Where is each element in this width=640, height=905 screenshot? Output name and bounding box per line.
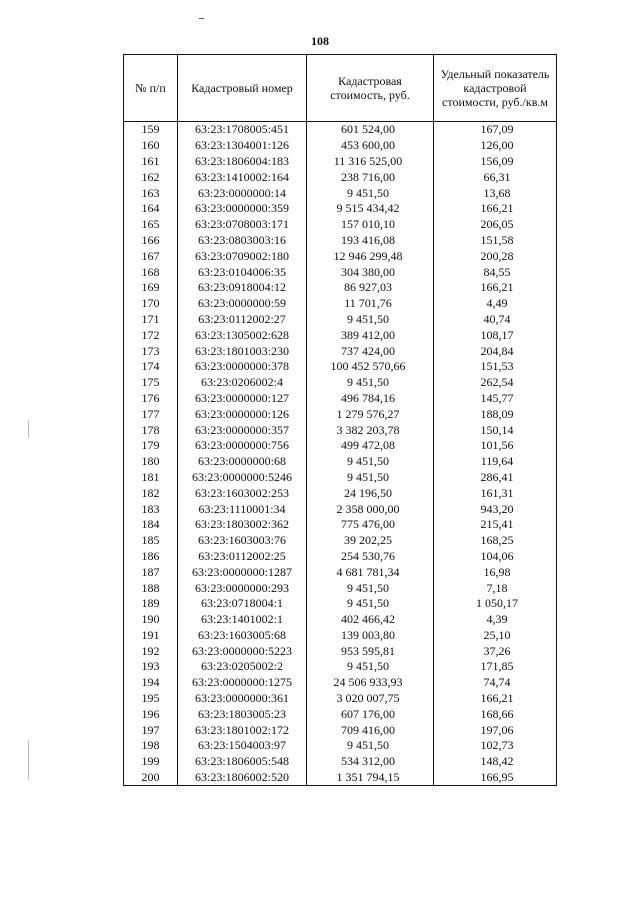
specific-value-cell: 66,31	[434, 169, 557, 185]
table-row	[124, 517, 557, 533]
cadastral-number-cell: 63:23:0206002:4	[178, 375, 307, 391]
cadastral-number-cell: 63:23:0000000:361	[178, 691, 307, 707]
table-row	[124, 675, 557, 691]
specific-value-cell: 4,39	[434, 612, 557, 628]
specific-value-cell: 126,00	[434, 138, 557, 154]
row-number-cell: 162	[124, 169, 178, 185]
specific-value-cell: 206,05	[434, 217, 557, 233]
table-row	[124, 138, 557, 154]
table-row	[124, 169, 557, 185]
table-row	[124, 201, 557, 217]
row-number-cell: 172	[124, 327, 178, 343]
row-number-cell: 177	[124, 406, 178, 422]
table-row	[124, 312, 557, 328]
cadastral-value-cell: 607 176,00	[307, 706, 434, 722]
row-number-cell: 175	[124, 375, 178, 391]
row-number-cell: 164	[124, 201, 178, 217]
row-number-cell: 186	[124, 549, 178, 565]
table-header	[124, 55, 557, 122]
row-number-cell: 194	[124, 675, 178, 691]
row-number-cell: 181	[124, 470, 178, 486]
row-number-cell: 185	[124, 533, 178, 549]
page-number: 108	[311, 34, 329, 48]
cadastral-number-cell: 63:23:0000000:14	[178, 185, 307, 201]
specific-value-cell: 188,09	[434, 406, 557, 422]
cadastral-value-cell: 3 382 203,78	[307, 422, 434, 438]
cadastral-number-cell: 63:23:1708005:451	[178, 122, 307, 138]
specific-value-cell: 166,21	[434, 280, 557, 296]
cadastral-number-cell: 63:23:1305002:628	[178, 327, 307, 343]
row-number-cell: 168	[124, 264, 178, 280]
cadastral-value-cell: 953 595,81	[307, 643, 434, 659]
cadastral-number-cell: 63:23:1801002:172	[178, 722, 307, 738]
row-number-cell: 171	[124, 312, 178, 328]
table-row	[124, 391, 557, 407]
specific-value-cell: 16,98	[434, 564, 557, 580]
cadastral-number-cell: 63:23:1801003:230	[178, 343, 307, 359]
specific-value-cell: 166,21	[434, 691, 557, 707]
specific-value-cell: 37,26	[434, 643, 557, 659]
cadastral-value-cell: 9 451,50	[307, 659, 434, 675]
row-number-cell: 163	[124, 185, 178, 201]
cadastral-value-cell: 709 416,00	[307, 722, 434, 738]
cadastral-number-cell: 63:23:0709002:180	[178, 248, 307, 264]
specific-value-cell: 7,18	[434, 580, 557, 596]
row-number-cell: 191	[124, 628, 178, 644]
cadastral-number-cell: 63:23:0000000:756	[178, 438, 307, 454]
cadastral-number-cell: 63:23:0000000:293	[178, 580, 307, 596]
table-row	[124, 438, 557, 454]
table-row	[124, 454, 557, 470]
row-number-cell: 193	[124, 659, 178, 675]
row-number-cell: 166	[124, 233, 178, 249]
table-row	[124, 422, 557, 438]
specific-value-cell: 13,68	[434, 185, 557, 201]
cadastral-value-cell: 12 946 299,48	[307, 248, 434, 264]
table-row	[124, 643, 557, 659]
cadastral-value-cell: 100 452 570,66	[307, 359, 434, 375]
specific-value-cell: 119,64	[434, 454, 557, 470]
specific-value-cell: 166,21	[434, 201, 557, 217]
row-number-cell: 161	[124, 154, 178, 170]
cadastral-value-cell: 4 681 781,34	[307, 564, 434, 580]
table-row	[124, 154, 557, 170]
table-row	[124, 580, 557, 596]
row-number-cell: 174	[124, 359, 178, 375]
table-row	[124, 264, 557, 280]
specific-value-cell: 101,56	[434, 438, 557, 454]
cadastral-number-cell: 63:23:0000000:68	[178, 454, 307, 470]
cadastral-value-cell: 9 451,50	[307, 185, 434, 201]
specific-value-cell: 102,73	[434, 738, 557, 754]
cadastral-number-cell: 63:23:0000000:59	[178, 296, 307, 312]
cadastral-value-cell: 157 010,10	[307, 217, 434, 233]
specific-value-cell: 1 050,17	[434, 596, 557, 612]
specific-value-cell: 84,55	[434, 264, 557, 280]
specific-value-cell: 156,09	[434, 154, 557, 170]
table-row	[124, 501, 557, 517]
row-number-cell: 187	[124, 564, 178, 580]
table-row	[124, 185, 557, 201]
row-number-cell: 189	[124, 596, 178, 612]
row-number-cell: 196	[124, 706, 178, 722]
specific-value-cell: 145,77	[434, 391, 557, 407]
cadastral-number-cell: 63:23:0000000:1287	[178, 564, 307, 580]
cadastral-value-cell: 775 476,00	[307, 517, 434, 533]
cadastral-value-cell: 9 451,50	[307, 738, 434, 754]
table-row	[124, 233, 557, 249]
cadastral-number-cell: 63:23:0718004:1	[178, 596, 307, 612]
row-number-cell: 173	[124, 343, 178, 359]
row-number-cell: 192	[124, 643, 178, 659]
cadastral-number-cell: 63:23:0112002:25	[178, 549, 307, 565]
cadastral-number-cell: 63:23:1603002:253	[178, 485, 307, 501]
specific-value-cell: 151,53	[434, 359, 557, 375]
cadastral-number-cell: 63:23:0000000:127	[178, 391, 307, 407]
header-row-number: № п/п	[124, 55, 178, 122]
table-row	[124, 343, 557, 359]
specific-value-cell: 168,66	[434, 706, 557, 722]
cadastral-number-cell: 63:23:1401002:1	[178, 612, 307, 628]
specific-value-cell: 262,54	[434, 375, 557, 391]
row-number-cell: 188	[124, 580, 178, 596]
cadastral-number-cell: 63:23:1603003:76	[178, 533, 307, 549]
specific-value-cell: 286,41	[434, 470, 557, 486]
specific-value-cell: 166,95	[434, 770, 557, 786]
cadastral-value-cell: 453 600,00	[307, 138, 434, 154]
row-number-cell: 198	[124, 738, 178, 754]
table-row	[124, 248, 557, 264]
cadastral-value-cell: 39 202,25	[307, 533, 434, 549]
cadastral-number-cell: 63:23:0000000:5223	[178, 643, 307, 659]
cadastral-number-cell: 63:23:0000000:1275	[178, 675, 307, 691]
header-specific-value-text: Удельный показатель кадастровой стоимости, руб./кв.м	[440, 67, 550, 109]
cadastral-value-cell: 24 506 933,93	[307, 675, 434, 691]
cadastral-value-cell: 534 312,00	[307, 754, 434, 770]
specific-value-cell: 215,41	[434, 517, 557, 533]
table-row	[124, 706, 557, 722]
row-number-cell: 160	[124, 138, 178, 154]
cadastral-number-cell: 63:23:1110001:34	[178, 501, 307, 517]
cadastral-value-cell: 9 451,50	[307, 312, 434, 328]
cadastral-value-cell: 11 701,76	[307, 296, 434, 312]
row-number-cell: 195	[124, 691, 178, 707]
specific-value-cell: 161,31	[434, 485, 557, 501]
row-number-cell: 179	[124, 438, 178, 454]
cadastral-number-cell: 63:23:1410002:164	[178, 169, 307, 185]
row-number-cell: 165	[124, 217, 178, 233]
cadastral-number-cell: 63:23:0104006:35	[178, 264, 307, 280]
specific-value-cell: 151,58	[434, 233, 557, 249]
cadastral-number-cell: 63:23:0112002:27	[178, 312, 307, 328]
table-row	[124, 470, 557, 486]
table-row	[124, 628, 557, 644]
cadastral-number-cell: 63:23:1806004:183	[178, 154, 307, 170]
cadastral-value-cell: 496 784,16	[307, 391, 434, 407]
table-row	[124, 754, 557, 770]
row-number-cell: 190	[124, 612, 178, 628]
specific-value-cell: 150,14	[434, 422, 557, 438]
row-number-cell: 183	[124, 501, 178, 517]
specific-value-cell: 168,25	[434, 533, 557, 549]
cadastral-number-cell: 63:23:1806002:520	[178, 770, 307, 786]
cadastral-number-cell: 63:23:0000000:378	[178, 359, 307, 375]
cadastral-value-cell: 86 927,03	[307, 280, 434, 296]
cadastral-value-cell: 304 380,00	[307, 264, 434, 280]
cadastral-value-cell: 402 466,42	[307, 612, 434, 628]
cadastral-value-cell: 389 412,00	[307, 327, 434, 343]
specific-value-cell: 108,17	[434, 327, 557, 343]
table-row	[124, 122, 557, 138]
header-cadastral-number: Кадастровый номер	[178, 55, 307, 122]
row-number-cell: 182	[124, 485, 178, 501]
scan-edge-mark	[28, 740, 29, 780]
cadastral-value-cell: 24 196,50	[307, 485, 434, 501]
cadastral-value-cell: 11 316 525,00	[307, 154, 434, 170]
row-number-cell: 197	[124, 722, 178, 738]
header-specific-value	[434, 55, 557, 122]
specific-value-cell: 167,09	[434, 122, 557, 138]
cadastral-value-cell: 9 451,50	[307, 454, 434, 470]
row-number-cell: 184	[124, 517, 178, 533]
cadastral-number-cell: 63:23:0000000:5246	[178, 470, 307, 486]
specific-value-cell: 197,06	[434, 722, 557, 738]
cadastral-value-cell: 193 416,08	[307, 233, 434, 249]
cadastral-value-cell: 9 451,50	[307, 470, 434, 486]
row-number-cell: 159	[124, 122, 178, 138]
table-body	[124, 122, 557, 786]
cadastral-number-cell: 63:23:0708003:171	[178, 217, 307, 233]
table-row	[124, 659, 557, 675]
row-number-cell: 169	[124, 280, 178, 296]
table-row	[124, 691, 557, 707]
cadastral-number-cell: 63:23:1504003:97	[178, 738, 307, 754]
table-row	[124, 549, 557, 565]
row-number-cell: 167	[124, 248, 178, 264]
table-row	[124, 485, 557, 501]
cadastral-value-cell: 499 472,08	[307, 438, 434, 454]
row-number-cell: 199	[124, 754, 178, 770]
row-number-cell: 180	[124, 454, 178, 470]
specific-value-cell: 40,74	[434, 312, 557, 328]
cadastral-table	[123, 54, 557, 786]
cadastral-number-cell: 63:23:0803003:16	[178, 233, 307, 249]
cadastral-number-cell: 63:23:1806005:548	[178, 754, 307, 770]
scan-mark	[199, 18, 204, 19]
table-row	[124, 296, 557, 312]
specific-value-cell: 74,74	[434, 675, 557, 691]
cadastral-value-cell: 139 003,80	[307, 628, 434, 644]
cadastral-value-cell: 3 020 007,75	[307, 691, 434, 707]
cadastral-value-cell: 254 530,76	[307, 549, 434, 565]
cadastral-number-cell: 63:23:0000000:357	[178, 422, 307, 438]
table-row	[124, 738, 557, 754]
cadastral-number-cell: 63:23:0205002:2	[178, 659, 307, 675]
table-row	[124, 359, 557, 375]
scan-edge-mark	[28, 420, 29, 438]
cadastral-value-cell: 9 515 434,42	[307, 201, 434, 217]
cadastral-value-cell: 1 351 794,15	[307, 770, 434, 786]
specific-value-cell: 148,42	[434, 754, 557, 770]
table-row	[124, 612, 557, 628]
cadastral-number-cell: 63:23:1803002:362	[178, 517, 307, 533]
table-row	[124, 722, 557, 738]
table-row	[124, 770, 557, 786]
specific-value-cell: 204,84	[434, 343, 557, 359]
table-row	[124, 406, 557, 422]
cadastral-value-cell: 1 279 576,27	[307, 406, 434, 422]
cadastral-value-cell: 601 524,00	[307, 122, 434, 138]
cadastral-number-cell: 63:23:1304001:126	[178, 138, 307, 154]
specific-value-cell: 104,06	[434, 549, 557, 565]
cadastral-number-cell: 63:23:1803005:23	[178, 706, 307, 722]
specific-value-cell: 4,49	[434, 296, 557, 312]
cadastral-value-cell: 2 358 000,00	[307, 501, 434, 517]
cadastral-value-cell: 238 716,00	[307, 169, 434, 185]
table-row	[124, 280, 557, 296]
header-cadastral-value: Кадастровая стоимость, руб.	[307, 55, 434, 122]
cadastral-number-cell: 63:23:0000000:359	[178, 201, 307, 217]
table-row	[124, 217, 557, 233]
table-row	[124, 596, 557, 612]
cadastral-value-cell: 9 451,50	[307, 375, 434, 391]
specific-value-cell: 171,85	[434, 659, 557, 675]
row-number-cell: 170	[124, 296, 178, 312]
cadastral-value-cell: 737 424,00	[307, 343, 434, 359]
table-row	[124, 327, 557, 343]
specific-value-cell: 943,20	[434, 501, 557, 517]
row-number-cell: 178	[124, 422, 178, 438]
row-number-cell: 200	[124, 770, 178, 786]
cadastral-number-cell: 63:23:0918004:12	[178, 280, 307, 296]
table-row	[124, 564, 557, 580]
cadastral-value-cell: 9 451,50	[307, 596, 434, 612]
specific-value-cell: 25,10	[434, 628, 557, 644]
row-number-cell: 176	[124, 391, 178, 407]
table-row	[124, 533, 557, 549]
specific-value-cell: 200,28	[434, 248, 557, 264]
cadastral-value-cell: 9 451,50	[307, 580, 434, 596]
cadastral-number-cell: 63:23:0000000:126	[178, 406, 307, 422]
table-row	[124, 375, 557, 391]
cadastral-number-cell: 63:23:1603005:68	[178, 628, 307, 644]
